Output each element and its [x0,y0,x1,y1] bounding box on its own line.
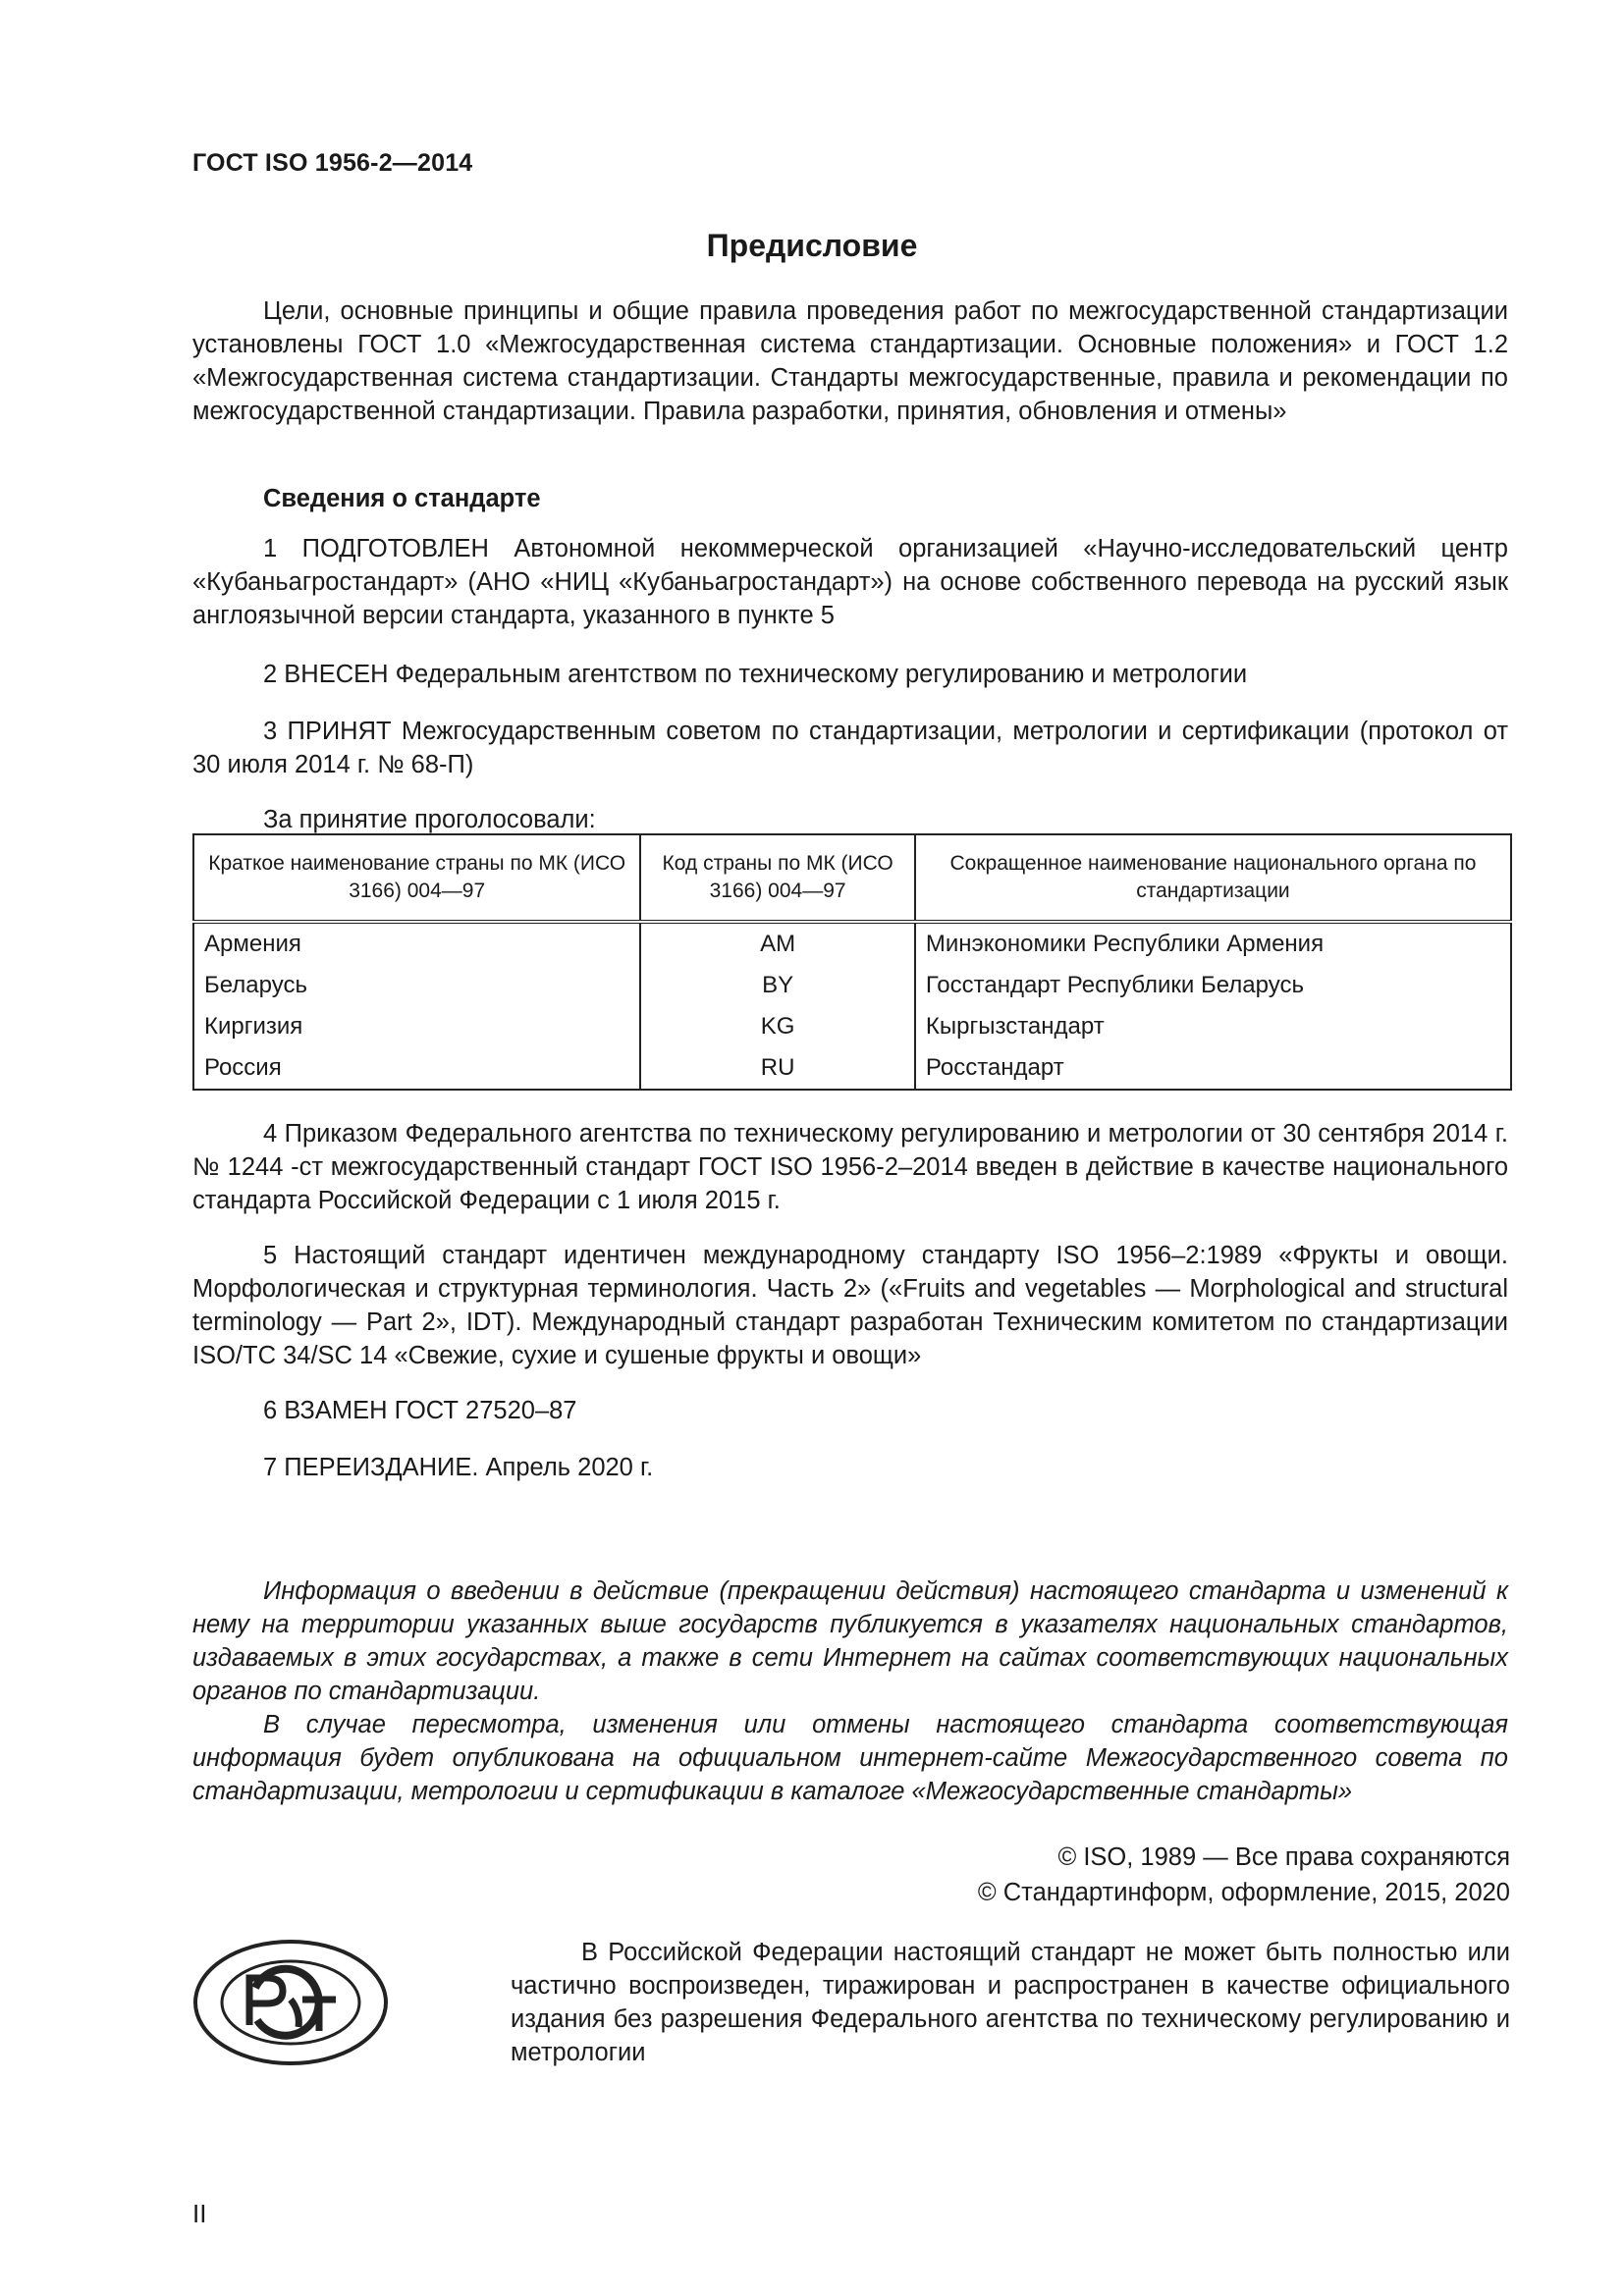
table-header-row [193,834,1511,922]
country-cell: Беларусь [193,965,640,1006]
document-code: ГОСТ ISO 1956-2—2014 [192,149,473,177]
table-row [193,922,1511,965]
info-paragraph-2 [192,1708,1508,1808]
table-row [193,1006,1511,1047]
reproduction-notice [511,1936,1510,2069]
item-4 [192,1117,1508,1217]
country-cell: Киргизия [193,1006,640,1047]
votes-table [192,833,1512,1091]
item-5-text: 5 Настоящий стандарт идентичен международному стандарту ISO 1956–2:1989 «Фрукты и овощи. Морфологическая и структурная терминология. Часть 2» («Fruits and vegetables — Morphological and structural terminology — Part 2», IDT). Международный стандарт разработан Техническим комитетом по стандартизации ISO/TC 34/SC 14 «Свежие, сухие и сушеные фрукты и овощи» [192,1242,1508,1369]
body-cell: Росстандарт [915,1047,1511,1090]
country-cell: Россия [193,1047,640,1090]
page-title: Предисловие [706,228,918,263]
table-row [193,965,1511,1006]
code-cell: BY [640,965,915,1006]
item-4-text: 4 Приказом Федерального агентства по техническому регулированию и метрологии от 30 сентября 2014 г. № 1244 -ст межгосударственный стандарт ГОСТ ISO 1956-2–2014 введен в действие в качестве национального стандарта Российской Федерации с 1 июля 2015 г. [192,1120,1508,1214]
item-3-text: 3 ПРИНЯТ Межгосударственным советом по стандартизации, метрологии и сертификации (протокол от 30 июля 2014 г. № 68-П) [192,718,1508,778]
item-2: 2 ВНЕСЕН Федеральным агентством по техническому регулированию и метрологии [263,661,1248,688]
copyright-standartinform: © Стандартинформ, оформление, 2015, 2020 [977,1879,1510,1906]
votes-intro: За принятие проголосовали: [263,806,596,833]
item-3 [192,715,1508,781]
standard-info-heading: Сведения о стандарте [263,485,541,512]
code-cell: KG [640,1006,915,1047]
rst-mark-icon [192,1939,389,2066]
item-1-text: 1 ПОДГОТОВЛЕН Автономной некоммерческой организацией «Научно-исследовательский центр «Кубаньагростандарт» (АНО «НИЦ «Кубаньагростандарт») на основе собственного перевода на русский язык англоязычной версии стандарта, указанного в пункте 5 [192,535,1508,629]
country-cell: Армения [193,922,640,965]
body-cell: Госстандарт Республики Беларусь [915,965,1511,1006]
code-cell: RU [640,1047,915,1090]
body-cell: Кыргызстандарт [915,1006,1511,1047]
item-1 [192,532,1508,632]
item-6: 6 ВЗАМЕН ГОСТ 27520–87 [263,1397,577,1424]
info-2-text: В случае пересмотра, изменения или отмены настоящего стандарта соответствующая информация будет опубликована на официальном интернет-сайте Межгосударственного совета по стандартизации, метрологии и сертификации в каталоге «Межгосударственные стандарты» [192,1711,1508,1805]
copyright-iso: © ISO, 1989 — Все права сохраняются [1057,1843,1510,1871]
intro-paragraph [192,294,1508,428]
copyright-block [978,1840,1510,1910]
notice-text: В Российской Федерации настоящий стандарт не может быть полностью или частично воспроизведен, тиражирован и распространен в качестве официального издания без разрешения Федерального агентства по техническому регулированию и метрологии [511,1939,1510,2066]
info-paragraph-1 [192,1575,1508,1708]
code-cell: AM [640,922,915,965]
table-header-country: Краткое наименование страны по МК (ИСО 3166) 004—97 [193,834,640,922]
item-5 [192,1239,1508,1372]
page-number: II [192,2199,207,2228]
item-7: 7 ПЕРЕИЗДАНИЕ. Апрель 2020 г. [263,1454,654,1481]
info-1-text: Информация о введении в действие (прекращении действия) настоящего стандарта и изменений к нему на территории указанных выше государств публикуется в указателях национальных стандартов, издаваемых в этих государствах, а также в сети Интернет на сайтах соответствующих национальных органов по стандартизации. [192,1577,1508,1705]
table-header-body: Сокращенное наименование национального органа по стандартизации [915,834,1511,922]
table-row [193,1047,1511,1090]
intro-text: Цели, основные принципы и общие правила проведения работ по межгосударственной стандартизации установлены ГОСТ 1.0 «Межгосударственная система стандартизации. Основные положения» и ГОСТ 1.2 «Межгосударственная система стандартизации. Стандарты межгосударственные, правила и рекомендации по межгосударственной стандартизации. Правила разработки, принятия, обновления и отмены» [192,297,1508,425]
table-header-code: Код страны по МК (ИСО 3166) 004—97 [640,834,915,922]
body-cell: Минэкономики Республики Армения [915,922,1511,965]
